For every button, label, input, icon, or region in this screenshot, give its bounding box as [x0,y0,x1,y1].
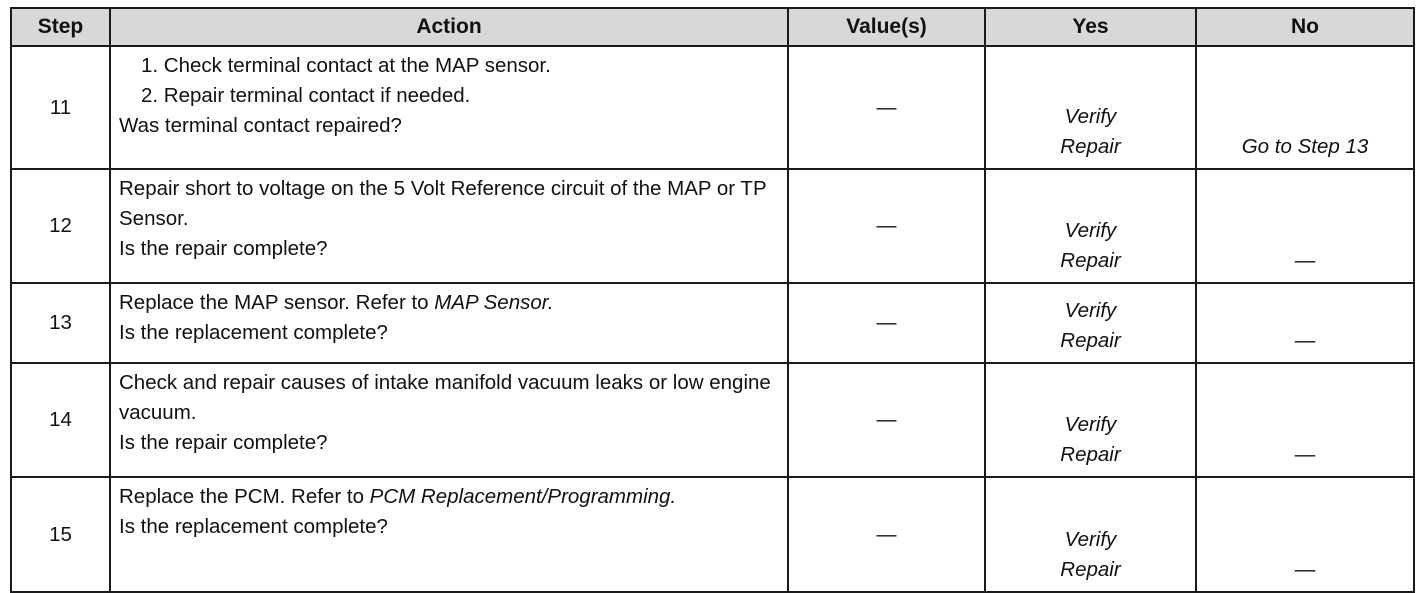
table-row [11,283,1414,363]
action-cell [110,46,788,169]
value-cell: — [788,46,985,169]
yes-line: Repair [1060,558,1121,581]
table-row [11,363,1414,477]
action-plain: Replace the MAP sensor. Refer to [119,291,435,314]
value-cell: — [788,283,985,363]
action-steps [119,51,777,111]
yes-line: Verify [1064,219,1117,242]
yes-line: Repair [1060,135,1121,158]
action-text [119,482,777,512]
action-question: Is the repair complete? [119,431,328,454]
no-cell: — [1196,477,1414,592]
action-question: Is the repair complete? [119,237,328,260]
action-text: Check and repair causes of intake manifold vacuum leaks or low engine vacuum. [119,371,771,424]
yes-cell [985,169,1196,283]
step-number: 14 [11,363,110,477]
yes-line: Repair [1060,249,1121,272]
yes-cell [985,363,1196,477]
yes-line: Repair [1060,329,1121,352]
yes-line: Repair [1060,443,1121,466]
yes-line: Verify [1064,528,1117,551]
action-cell [110,169,788,283]
step-number: 15 [11,477,110,592]
value-cell: — [788,363,985,477]
table-row [11,46,1414,169]
yes-cell [985,46,1196,169]
action-question: Is the replacement complete? [119,321,388,344]
action-cell [110,283,788,363]
action-text: Repair short to voltage on the 5 Volt Reference circuit of the MAP or TP Sensor. [119,177,767,230]
header-values: Value(s) [788,8,985,46]
no-cell: Go to Step 13 [1196,46,1414,169]
table-row [11,169,1414,283]
no-cell: — [1196,169,1414,283]
yes-line: Verify [1064,299,1117,322]
action-reference: PCM Replacement/Programming. [369,485,677,508]
action-step: 1. Check terminal contact at the MAP sensor. [141,54,551,77]
header-step: Step [11,8,110,46]
header-row [11,8,1414,46]
step-number: 11 [11,46,110,169]
step-number: 13 [11,283,110,363]
table-row [11,477,1414,592]
action-question: Was terminal contact repaired? [119,114,402,137]
header-action: Action [110,8,788,46]
action-reference: MAP Sensor. [434,291,554,314]
action-question: Is the replacement complete? [119,515,388,538]
diagnostic-table [10,7,1415,593]
yes-cell [985,477,1196,592]
value-cell: — [788,477,985,592]
value-cell: — [788,169,985,283]
action-text [119,288,777,318]
no-cell: — [1196,363,1414,477]
action-step: 2. Repair terminal contact if needed. [141,84,471,107]
no-cell: — [1196,283,1414,363]
header-yes: Yes [985,8,1196,46]
yes-line: Verify [1064,105,1117,128]
action-cell [110,477,788,592]
yes-line: Verify [1064,413,1117,436]
action-cell [110,363,788,477]
header-no: No [1196,8,1414,46]
action-plain: Replace the PCM. Refer to [119,485,370,508]
yes-cell [985,283,1196,363]
step-number: 12 [11,169,110,283]
